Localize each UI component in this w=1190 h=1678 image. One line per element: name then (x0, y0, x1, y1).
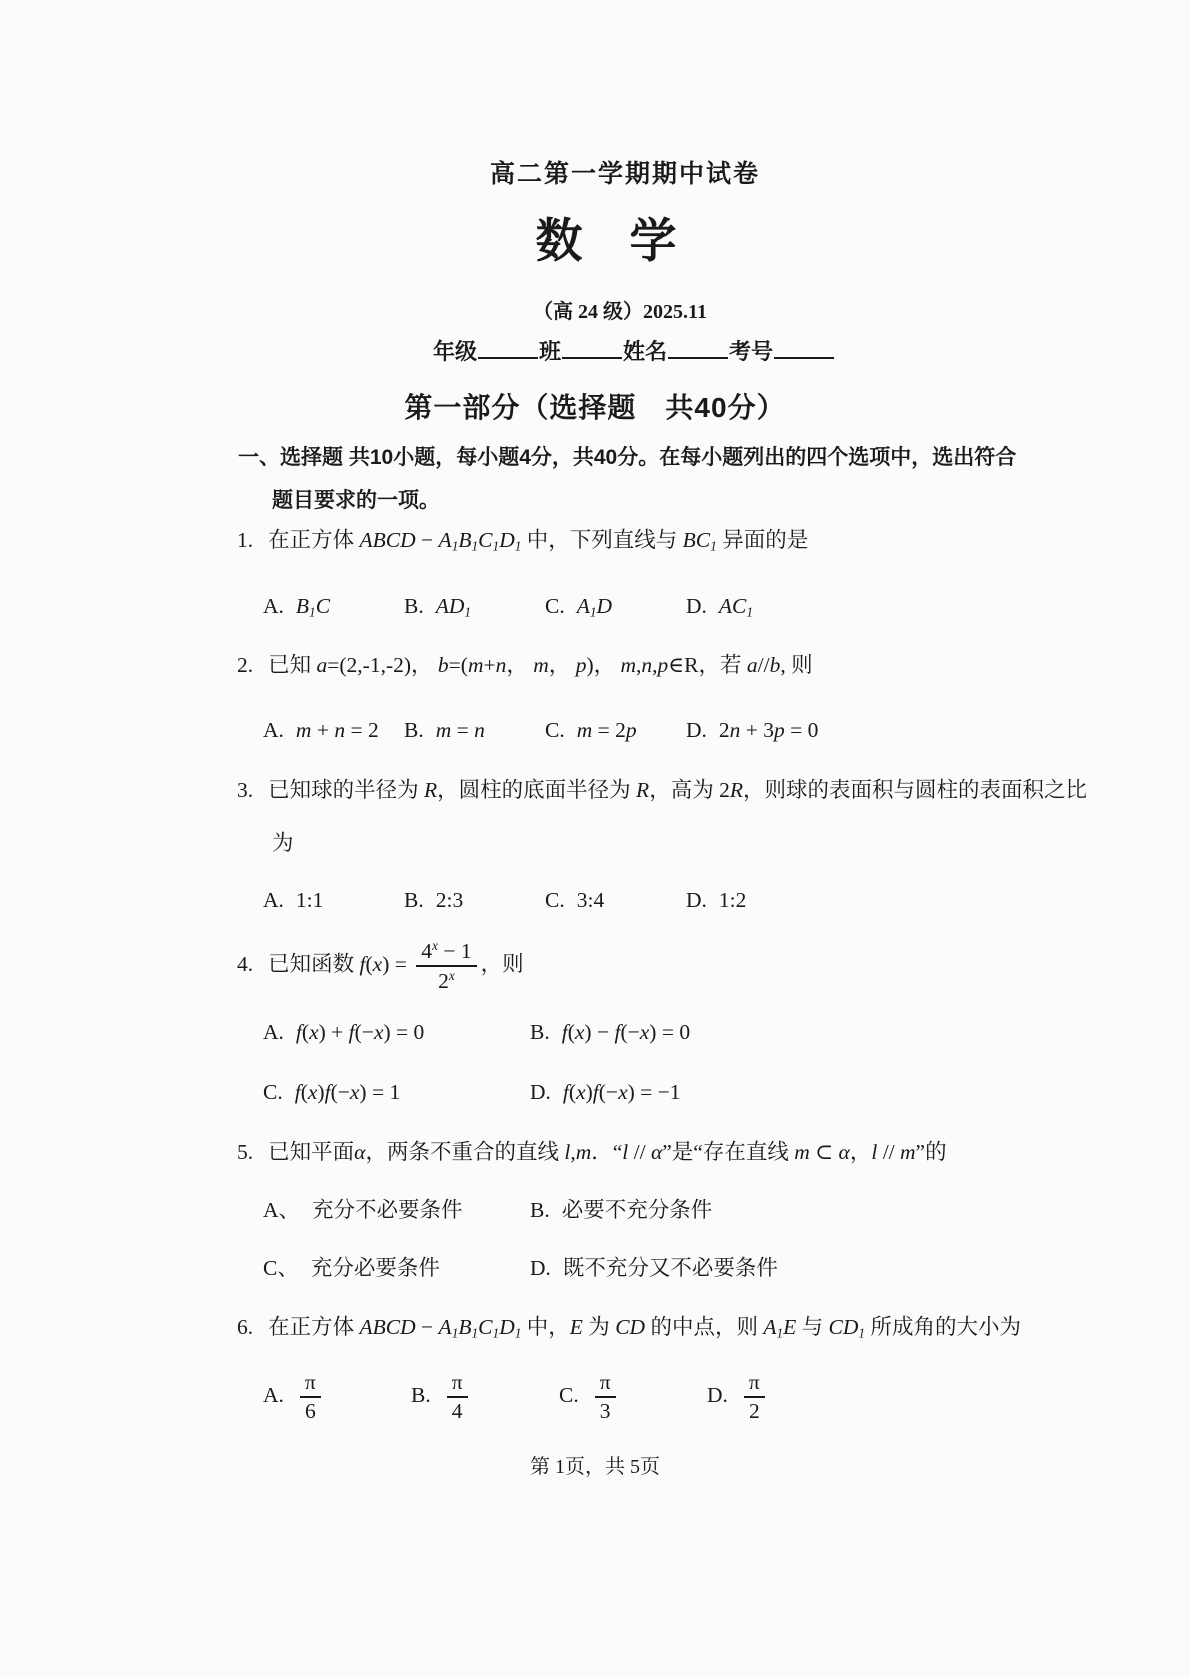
option-row (263, 1195, 712, 1225)
option-text: 1:2 (718, 888, 747, 912)
option-text: 1:1 (295, 888, 324, 912)
option-A (263, 715, 404, 745)
fraction: $\frac{\pi}{3}$ (595, 1370, 616, 1423)
option-label: D. (530, 1256, 551, 1280)
option-text (296, 1370, 325, 1424)
section-title: 第一部分（选择题 共40分） (404, 392, 786, 423)
option-label: C、 (263, 1256, 299, 1280)
option-label: A. (263, 888, 284, 912)
question-stem (237, 936, 524, 994)
question-number: 1. (237, 528, 254, 552)
option-row (263, 1253, 778, 1283)
option-D (686, 885, 746, 915)
fraction: $\frac{\pi}{4}$ (447, 1370, 468, 1423)
option-D (707, 1370, 855, 1424)
blank-underline (668, 335, 728, 359)
option-A (263, 1195, 530, 1225)
option-label: A. (263, 594, 284, 618)
option-C (263, 1253, 530, 1283)
option-text: f(x)f(−x) = 1 (294, 1080, 401, 1104)
option-A (263, 885, 404, 915)
option-label: C. (545, 594, 565, 618)
option-label: D. (686, 718, 707, 742)
page-footer: 第 1页，共 5页 (530, 1456, 660, 1478)
option-C (545, 591, 686, 628)
fraction: $\frac{\pi}{6}$ (300, 1370, 321, 1423)
option-C (559, 1370, 707, 1424)
option-label: B. (411, 1383, 431, 1407)
option-B (411, 1370, 559, 1424)
blank-underline (478, 335, 538, 359)
option-label: A. (263, 1020, 284, 1044)
option-text: $AD_1$ (435, 594, 472, 620)
student-field-label: 班 (539, 339, 562, 364)
option-row (263, 1370, 855, 1424)
option-label: D. (686, 594, 707, 618)
option-text: m = n (435, 718, 485, 742)
option-label: B. (404, 718, 424, 742)
option-label: B. (530, 1198, 550, 1222)
option-text: 充分必要条件 (310, 1256, 440, 1280)
question-stem (237, 1312, 1021, 1349)
option-C (545, 885, 686, 915)
question-stem (237, 525, 808, 562)
option-label: D. (530, 1080, 551, 1104)
option-label: C. (545, 888, 565, 912)
question-stem-text: 在正方体 ABCD − $A_1B_1C_1D_1$ 中，E 为 CD 的中点，则 $A_1E$ 与 $CD_1$ 所成角的大小为 (268, 1315, 1021, 1341)
student-field-label: 年级 (433, 339, 478, 364)
subject-title: 数 学 (535, 214, 677, 267)
question-stem (237, 1137, 947, 1167)
option-text (443, 1370, 472, 1424)
fraction: $\frac{\pi}{2}$ (744, 1370, 765, 1423)
option-B (404, 715, 545, 745)
option-row (263, 1017, 690, 1047)
option-text: f(x) − f(−x) = 0 (561, 1020, 691, 1044)
option-label: D. (686, 888, 707, 912)
question-number: 3. (237, 778, 254, 802)
option-label: C. (545, 718, 565, 742)
option-B (530, 1195, 712, 1225)
option-text: f(x)f(−x) = −1 (562, 1080, 681, 1104)
question-number: 2. (237, 653, 254, 677)
option-C (545, 715, 686, 745)
option-label: A. (263, 718, 284, 742)
option-B (530, 1017, 690, 1047)
option-text: m = 2p (576, 718, 637, 742)
option-A (263, 1017, 530, 1047)
option-C (263, 1077, 530, 1107)
question-number: 5. (237, 1140, 254, 1164)
blank-underline (774, 335, 834, 359)
option-row (263, 591, 753, 628)
student-field-label: 姓名 (623, 339, 668, 364)
option-text: f(x) + f(−x) = 0 (295, 1020, 425, 1044)
option-row (263, 715, 818, 745)
option-label: D. (707, 1383, 728, 1407)
question-stem-text: 已知平面α，两条不重合的直线 l,m．“l // α”是“存在直线 m ⊂ α，l // m”的 (268, 1140, 947, 1164)
question-stem-text: 已知球的半径为 R，圆柱的底面半径为 R，高为 2R，则球的表面积与圆柱的表面积之比 (268, 778, 1087, 802)
option-text: 2:3 (435, 888, 464, 912)
question-number: 6. (237, 1315, 254, 1339)
blank-underline (562, 335, 622, 359)
edition-line: （高 24 级）2025.11 (533, 301, 707, 323)
option-label: C. (559, 1383, 579, 1407)
option-text (740, 1370, 769, 1424)
exam-title: 高二第一学期期中试卷 (489, 160, 760, 188)
option-row (263, 1077, 681, 1107)
option-text: $B_1C$ (295, 594, 331, 620)
option-text: 3:4 (576, 888, 605, 912)
instructions-line1: 一、选择题 共10小题，每小题4分，共40分。在每小题列出的四个选项中，选出符合 (238, 446, 1017, 469)
question-stem-line2: 为 (272, 831, 294, 855)
student-field-label: 考号 (729, 339, 774, 364)
option-text: 既不充分又不必要条件 (562, 1256, 778, 1280)
option-text: 充分不必要条件 (312, 1198, 463, 1222)
option-text: 2n + 3p = 0 (718, 718, 819, 742)
question-stem-text: 已知函数 f(x) = $\frac{4^x - 1}{2^x}$ ，则 (268, 938, 524, 994)
option-A (263, 591, 404, 628)
option-B (404, 885, 545, 915)
option-label: C. (263, 1080, 283, 1104)
option-D (686, 715, 818, 745)
option-B (404, 591, 545, 628)
question-number: 4. (237, 952, 254, 976)
option-row (263, 885, 746, 915)
option-text: $AC_1$ (718, 594, 754, 620)
option-D (530, 1077, 681, 1107)
question-stem-text: 在正方体 ABCD − $A_1B_1C_1D_1$ 中，下列直线与 $BC_1$ 异面的是 (268, 528, 809, 554)
option-text: 必要不充分条件 (561, 1198, 713, 1222)
question-stem-text: 已知 a=(2,-1,-2)， b=(m+n， m， p)， m,n,p∈R，若 a//b, 则 (268, 653, 813, 677)
option-label: B. (530, 1020, 550, 1044)
option-label: B. (404, 888, 424, 912)
option-A (263, 1370, 411, 1424)
option-label: A、 (263, 1198, 301, 1222)
option-text: $A_1D$ (576, 594, 613, 620)
option-text (591, 1370, 620, 1424)
option-label: A. (263, 1383, 284, 1407)
question-stem (237, 650, 813, 680)
option-text: m + n = 2 (295, 718, 379, 742)
option-label: B. (404, 594, 424, 618)
fraction: $\frac{4^x - 1}{2^x}$ (416, 938, 476, 993)
student-fields (433, 335, 835, 366)
question-stem (237, 775, 1087, 805)
option-D (530, 1253, 778, 1283)
instructions-line2: 题目要求的一项。 (272, 489, 440, 512)
option-D (686, 591, 753, 628)
